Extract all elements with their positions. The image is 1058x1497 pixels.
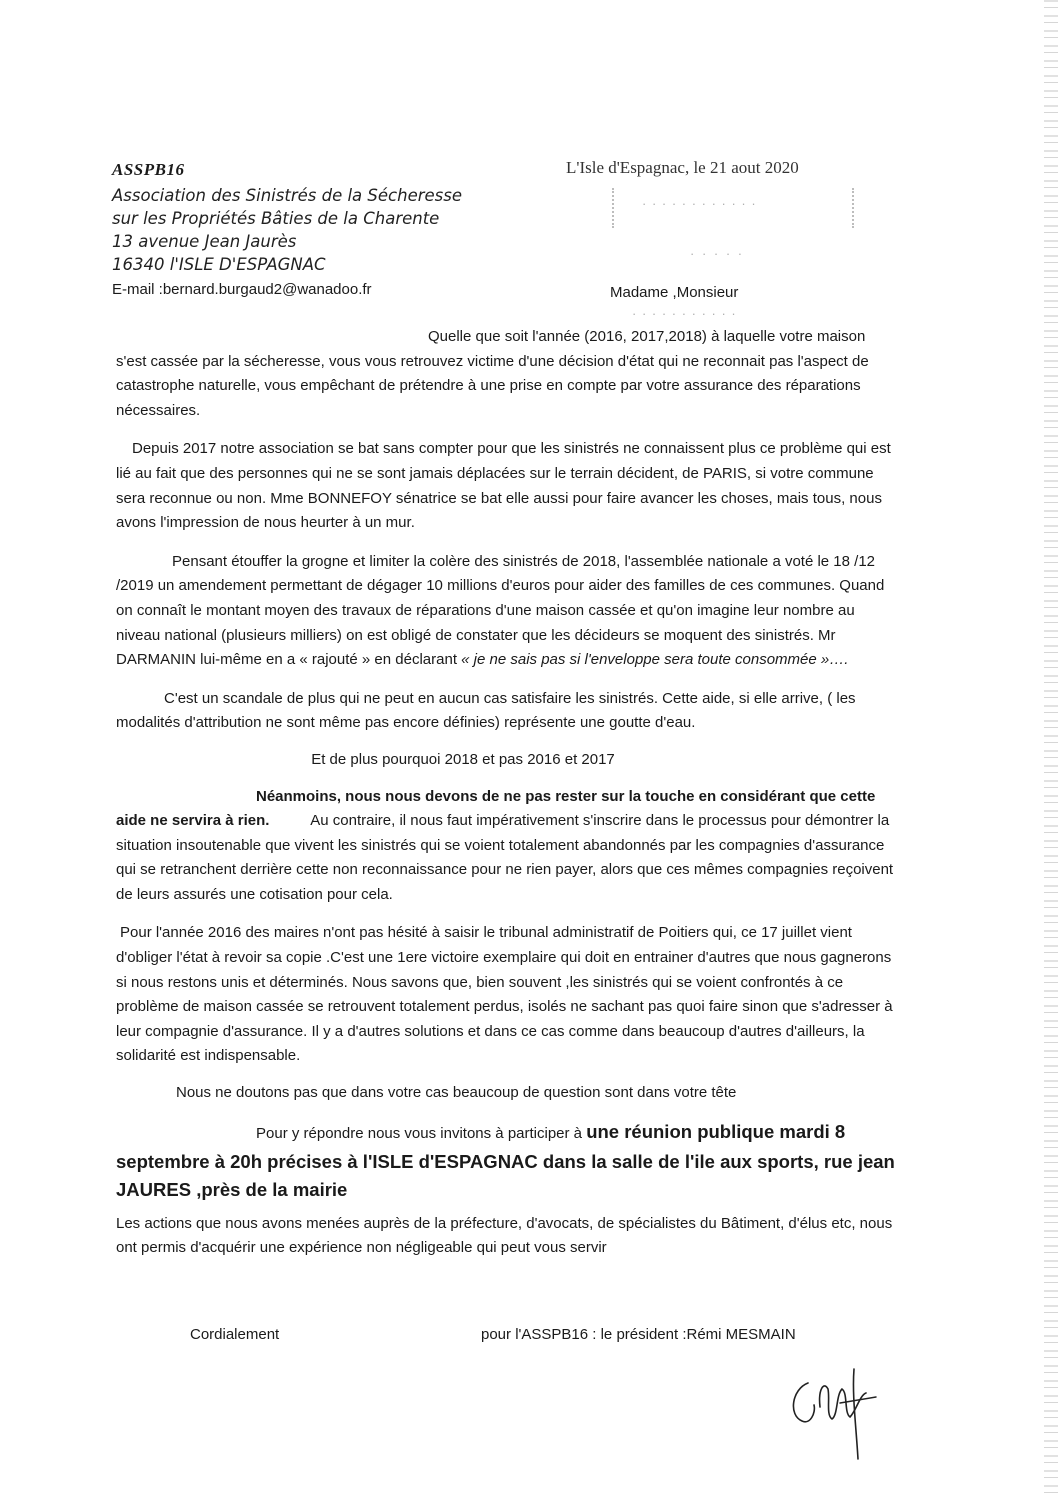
scan-edge-artifact (1044, 0, 1058, 1497)
paragraph-invitation (116, 1118, 896, 1204)
closing-signatory: pour l'ASSPB16 : le président :Rémi MESMAIN (481, 1326, 796, 1343)
stamp-border (612, 188, 614, 228)
paragraph-neanmoins (116, 785, 896, 908)
place-date: L'Isle d'Espagnac, le 21 aout 2020 (566, 158, 799, 177)
sender-block (112, 160, 552, 298)
paragraph-amendement (116, 550, 896, 673)
darmanin-quote: « je ne sais pas si l'enveloppe sera toute consommée »…. (461, 651, 849, 669)
paragraph-intro: Quelle que soit l'année (2016, 2017,2018) à laquelle votre maison s'est cassée par la sécheresse, vous vous retrouvez victime d'une décision d'état qui ne reconnait pas l'aspect de catastrophe naturelle, vous empêchant de prétendre à une prise en compte par votre assurance des réparations nécessaires. (116, 328, 869, 419)
sender-acronym: ASSPB16 (112, 160, 185, 179)
invitation-intro: Pour y répondre nous vous invitons à participer à (256, 1124, 587, 1142)
sender-email: E-mail :bernard.burgaud2@wanadoo.fr (112, 281, 372, 298)
neanmoins-text: Au contraire, il nous faut impérativement s'inscrire dans le processus pour démontrer la situation insoutenable que vivent les sinistrés qui se voient totalement abandonnés par les compagnies d'assurance qui se retranchent derrière cette non reconnaissance pour ne rien payer, alors que ces mêmes compagnies reçoivent de leurs assurés une cotisation pour cela. (116, 812, 898, 903)
meeting-details: une réunion publique mardi 8 septembre à 20h précises à l'ISLE d'ESPAGNAC dans la salle de l'ile aux sports, rue jean JAURES ,près de la mairie (116, 1120, 895, 1200)
closing-greeting: Cordialement (190, 1326, 280, 1343)
paragraph-question: Et de plus pourquoi 2018 et pas 2016 et 2017 (311, 750, 615, 768)
stamp-border (852, 188, 854, 228)
paragraph-questions: Nous ne doutons pas que dans votre cas beaucoup de question sont dans votre tête (176, 1084, 737, 1102)
sender-line-name-2: sur les Propriétés Bâties de la Charente (112, 209, 440, 228)
faded-reception-stamp (612, 188, 862, 338)
paragraph-tribunal: Pour l'année 2016 des maires n'ont pas hésité à saisir le tribunal administratif de Poitiers qui, ce 17 juillet vient d'obliger l'état à revoir sa copie .C'est une 1ere victoire exemplaire qui doit en entrainer d'autres que nous gagnerons si nous restons unis et déterminés. Nous savons que, bien souvent ,les sinistrés qui se voient confrontés à ce problème de maison cassée se retrouvent totalement perdus, isolés ne sachant pas quoi faire sinon que s'adresser à leur compagnie d'assurance. Il y a d'autres solutions et dans ce cas comme dans beaucoup d'autres d'ailleurs, la solidarité est indispensable. (116, 924, 893, 1065)
stamp-mark: · · · · · · · · · · · · (642, 196, 757, 211)
sender-line-street: 13 avenue Jean Jaurès (112, 232, 297, 251)
stamp-mark: · · · · · · · · · · · (632, 306, 737, 321)
sender-line-city: 16340 l'ISLE D'ESPAGNAC (112, 255, 326, 274)
letter-body (116, 325, 896, 1261)
stamp-mark: · · · · · (690, 246, 745, 261)
salutation: Madame ,Monsieur (610, 284, 739, 301)
paragraph-association: Depuis 2017 notre association se bat sans compter pour que les sinistrés ne connaissent plus ce problème qui est lié au fait que des personnes qui ne se sont jamais déplacées sur le terrain décident, de PARIS, si votre commune sera reconnue ou non. Mme BONNEFOY sénatrice se bat elle aussi pour faire avancer les choses, mais tous, nous avons l'impression de nous heurter à un mur. (116, 440, 891, 532)
sender-line-name-1: Association des Sinistrés de la Sécheresse (112, 186, 462, 205)
paragraph-amendement-text: Pensant étouffer la grogne et limiter la colère des sinistrés de 2018, l'assemblée nationale a voté le 18 /12 /2019 un amendement permettant de dégager 10 millions d'euros pour aider des familles de ces communes. Quand on connaît le montant moyen des travaux de réparations d'une maison cassée et qu'on imagine leur nombre au niveau national (plusieurs milliers) on est obligé de constater que les décideurs se moquent des sinistrés. Mr DARMANIN lui-même en a « rajouté » en déclarant (116, 552, 885, 669)
handwritten-signature (780, 1355, 890, 1465)
paragraph-scandale: C'est un scandale de plus qui ne peut en aucun cas satisfaire les sinistrés. Cette aide, si elle arrive, ( les modalités d'attribution ne sont même pas encore définies) représente une goutte d'eau. (116, 689, 856, 732)
paragraph-actions: Les actions que nous avons menées auprès de la préfecture, d'avocats, de spécialistes du Bâtiment, d'élus etc, nous ont permis d'acquérir une expérience non négligeable qui peut vous servir (116, 1214, 893, 1257)
neanmoins-bold-text: Néanmoins, nous nous devons de ne pas rester sur la touche en considérant que cette aide ne servira à rien. (116, 787, 876, 830)
